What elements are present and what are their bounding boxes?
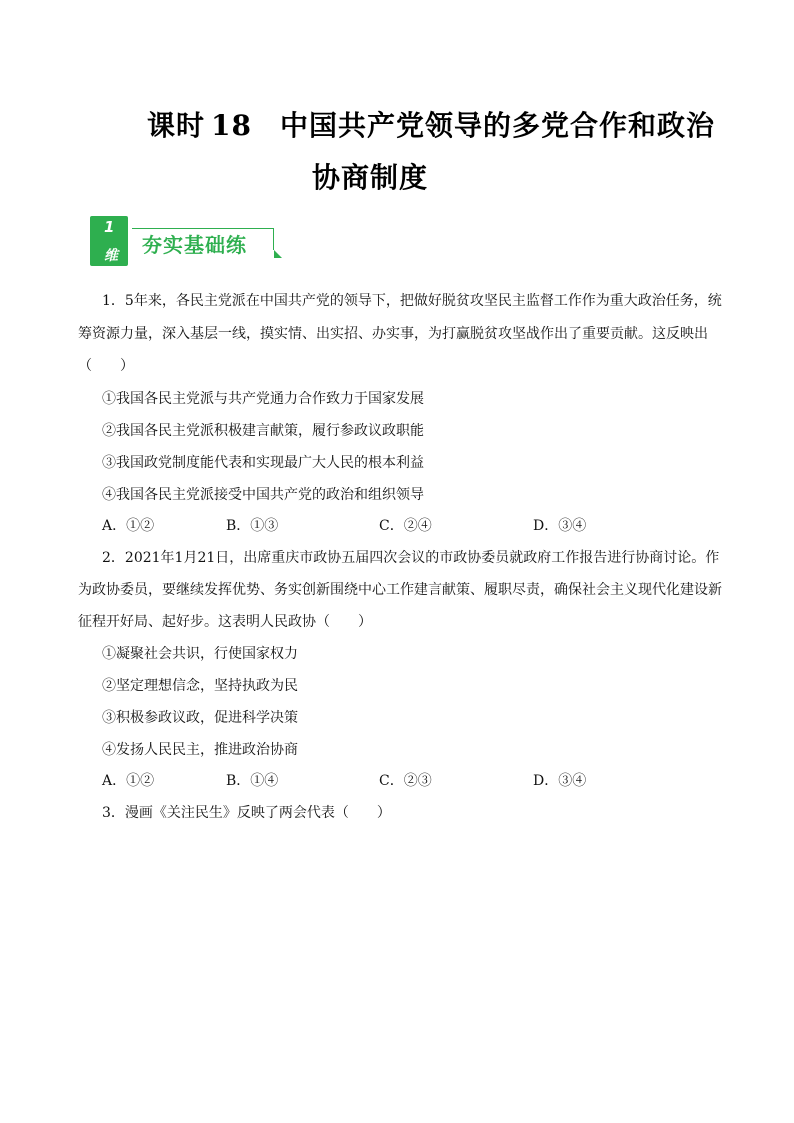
q2-option-b[interactable]: B．①④ [226, 773, 279, 789]
q1-option-b[interactable]: B．①③ [226, 518, 279, 534]
section-title: 夯实基础练 [142, 233, 247, 257]
q2-statement-4: ④发扬人民民主，推进政治协商 [102, 742, 298, 758]
q1-statement-1: ①我国各民主党派与共产党通力合作致力于国家发展 [102, 391, 424, 407]
section-badge-char: 维 [104, 248, 118, 264]
q2-option-c[interactable]: C．②③ [379, 773, 432, 789]
q1-statement-3: ③我国政党制度能代表和实现最广大人民的根本利益 [102, 455, 424, 471]
q1-options [102, 515, 702, 535]
page-title-line-2: 协商制度 [312, 161, 429, 194]
q2-stem-line-3: 征程开好局、起好步。这表明人民政协（ ） [78, 614, 372, 630]
page-title-line-1 [147, 104, 715, 144]
q2-option-a[interactable]: A．①② [102, 773, 155, 789]
q2-statement-3: ③积极参政议政，促进科学决策 [102, 710, 298, 726]
q1-option-c[interactable]: C．②④ [379, 518, 432, 534]
q3-stem-line-1: 3．漫画《关注民生》反映了两会代表（ ） [102, 805, 391, 821]
q1-option-a[interactable]: A．①② [102, 518, 155, 534]
q2-stem-line-2: 为政协委员，要继续发挥优势、务实创新围绕中心工作建言献策、履职尽责，确保社会主义现代化建设新 [78, 582, 722, 598]
section-badge-number: 1 [104, 218, 115, 236]
q2-stem-line-1: 2．2021年1月21日，出席重庆市政协五届四次会议的市政协委员就政府工作报告进行协商讨论。作 [102, 550, 720, 566]
section-banner-corner-icon [274, 250, 282, 258]
title-prefix: 课时 [147, 109, 206, 142]
q1-statement-4: ④我国各民主党派接受中国共产党的政治和组织领导 [102, 487, 424, 503]
q2-options [102, 770, 702, 790]
section-header [90, 216, 290, 268]
q1-statement-2: ②我国各民主党派积极建言献策，履行参政议政职能 [102, 423, 424, 439]
title-lesson-number: 18 [211, 109, 252, 142]
q2-statement-2: ②坚定理想信念，坚持执政为民 [102, 678, 298, 694]
section-banner-border-right [273, 228, 274, 250]
q2-option-d[interactable]: D．③④ [533, 773, 587, 789]
title-main: 中国共产党领导的多党合作和政治 [279, 109, 715, 142]
q1-stem-line-1: 1．5年来，各民主党派在中国共产党的领导下，把做好脱贫攻坚民主监督工作作为重大政治任务，统 [102, 293, 722, 309]
q1-stem-line-2: 筹资源力量，深入基层一线，摸实情、出实招、办实事，为打赢脱贫攻坚战作出了重要贡献。这反映出 [78, 326, 708, 342]
section-badge-box [90, 216, 128, 266]
q2-statement-1: ①凝聚社会共识，行使国家权力 [102, 646, 298, 662]
q1-stem-line-3: （ ） [78, 358, 134, 374]
q1-option-d[interactable]: D．③④ [533, 518, 587, 534]
